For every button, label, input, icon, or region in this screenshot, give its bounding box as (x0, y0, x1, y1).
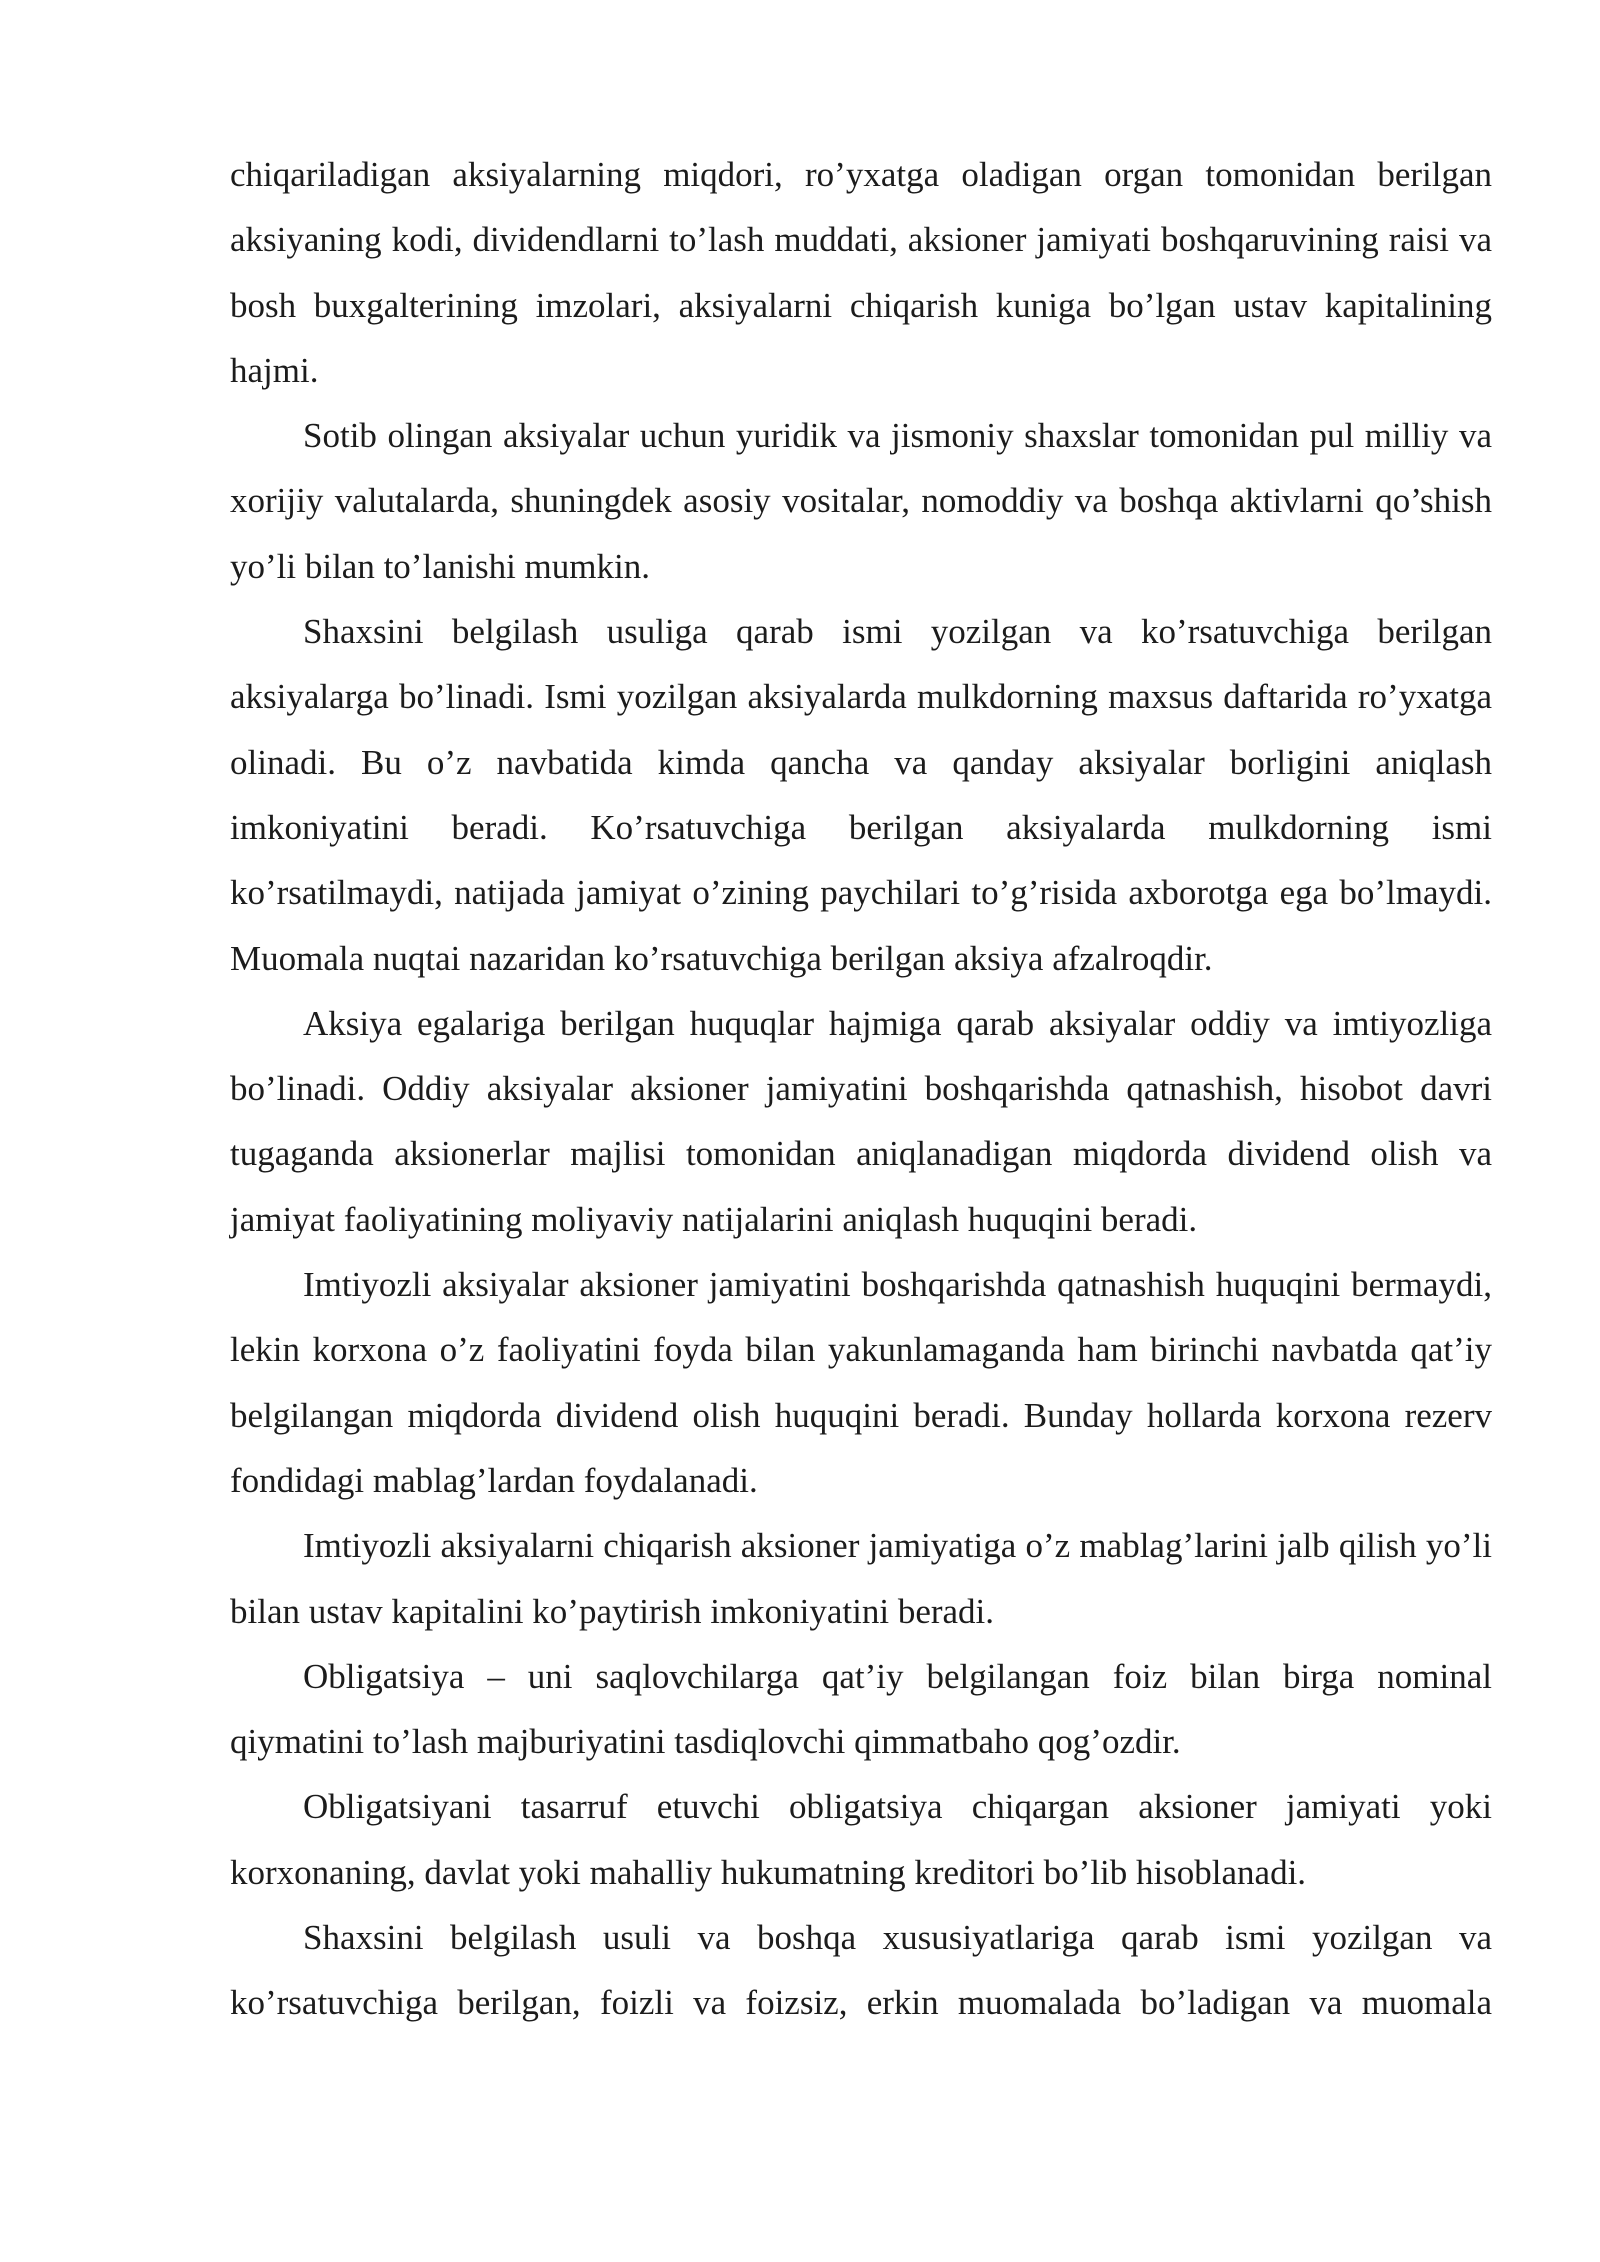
paragraph-continuation: chiqariladigan aksiyalarning miqdori, ro’yxatga oladigan organ tomonidan berilgan aksiyaning kodi, dividendlarni to’lash muddati, aksioner jamiyati boshqaruvining raisi va bosh buxgalterining imzolari, aksiyalarni chiqarish kuniga bo’lgan ustav kapitalining hajmi. (230, 155, 1492, 390)
paragraph-registered-bearer-shares: Shaxsini belgilash usuliga qarab ismi yozilgan va ko’rsatuvchiga berilgan aksiyalarga bo’linadi. Ismi yozilgan aksiyalarda mulkdorning maxsus daftarida ro’yxatga olinadi. Bu o’z navbatida kimda qancha va qanday aksiyalar borligini aniqlash imkoniyatini beradi. Ko’rsatuvchiga berilgan aksiyalarda mulkdorning ismi ko’rsatilmaydi, natijada jamiyat o’zining paychilari to’g’risida axborotga ega bo’lmaydi. Muomala nuqtai nazaridan ko’rsatuvchiga berilgan aksiya afzalroqdir. (230, 612, 1492, 978)
paragraph-bond-definition: Obligatsiya – uni saqlovchilarga qat’iy belgilangan foiz bilan birga nominal qiymatini to’lash majburiyatini tasdiqlovchi qimmatbaho qog’ozdir. (230, 1656, 1492, 1762)
document-body (230, 142, 1492, 2036)
paragraph-ordinary-preferred-shares: Aksiya egalariga berilgan huquqlar hajmiga qarab aksiyalar oddiy va imtiyozliga bo’linadi. Oddiy aksiyalar aksioner jamiyatini boshqarishda qatnashish, hisobot davri tugaganda aksionerlar majlisi tomonidan aniqlanadigan miqdorda dividend olish va jamiyat faoliyatining moliyaviy natijalarini aniqlash huquqini beradi. (230, 1003, 1492, 1239)
paragraph-preferred-shares-rights: Imtiyozli aksiyalar aksioner jamiyatini boshqarishda qatnashish huquqini bermaydi, lekin korxona o’z faoliyatini foyda bilan yakunlamaganda ham birinchi navbatda qat’iy belgilangan miqdorda dividend olish huquqini beradi. Bunday hollarda korxona rezerv fondidagi mablag’lardan foydalanadi. (230, 1265, 1492, 1500)
paragraph-preferred-shares-issue: Imtiyozli aksiyalarni chiqarish aksioner jamiyatiga o’z mablag’larini jalb qilish yo’li bilan ustav kapitalini ko’paytirish imkoniyatini beradi. (230, 1526, 1492, 1631)
paragraph-bond-holder: Obligatsiyani tasarruf etuvchi obligatsiya chiqargan aksioner jamiyati yoki korxonaning, davlat yoki mahalliy hukumatning kreditori bo’lib hisoblanadi. (230, 1787, 1492, 1892)
paragraph-share-payment: Sotib olingan aksiyalar uchun yuridik va jismoniy shaxslar tomonidan pul milliy va xorijiy valutalarda, shuningdek asosiy vositalar, nomoddiy va boshqa aktivlarni qo’shish yo’li bilan to’lanishi mumkin. (230, 416, 1492, 586)
paragraph-bond-types: Shaxsini belgilash usuli va boshqa xususiyatlariga qarab ismi yozilgan va ko’rsatuvchiga berilgan, foizli va foizsiz, erkin muomalada bo’ladigan va muomala (230, 1918, 1492, 2023)
